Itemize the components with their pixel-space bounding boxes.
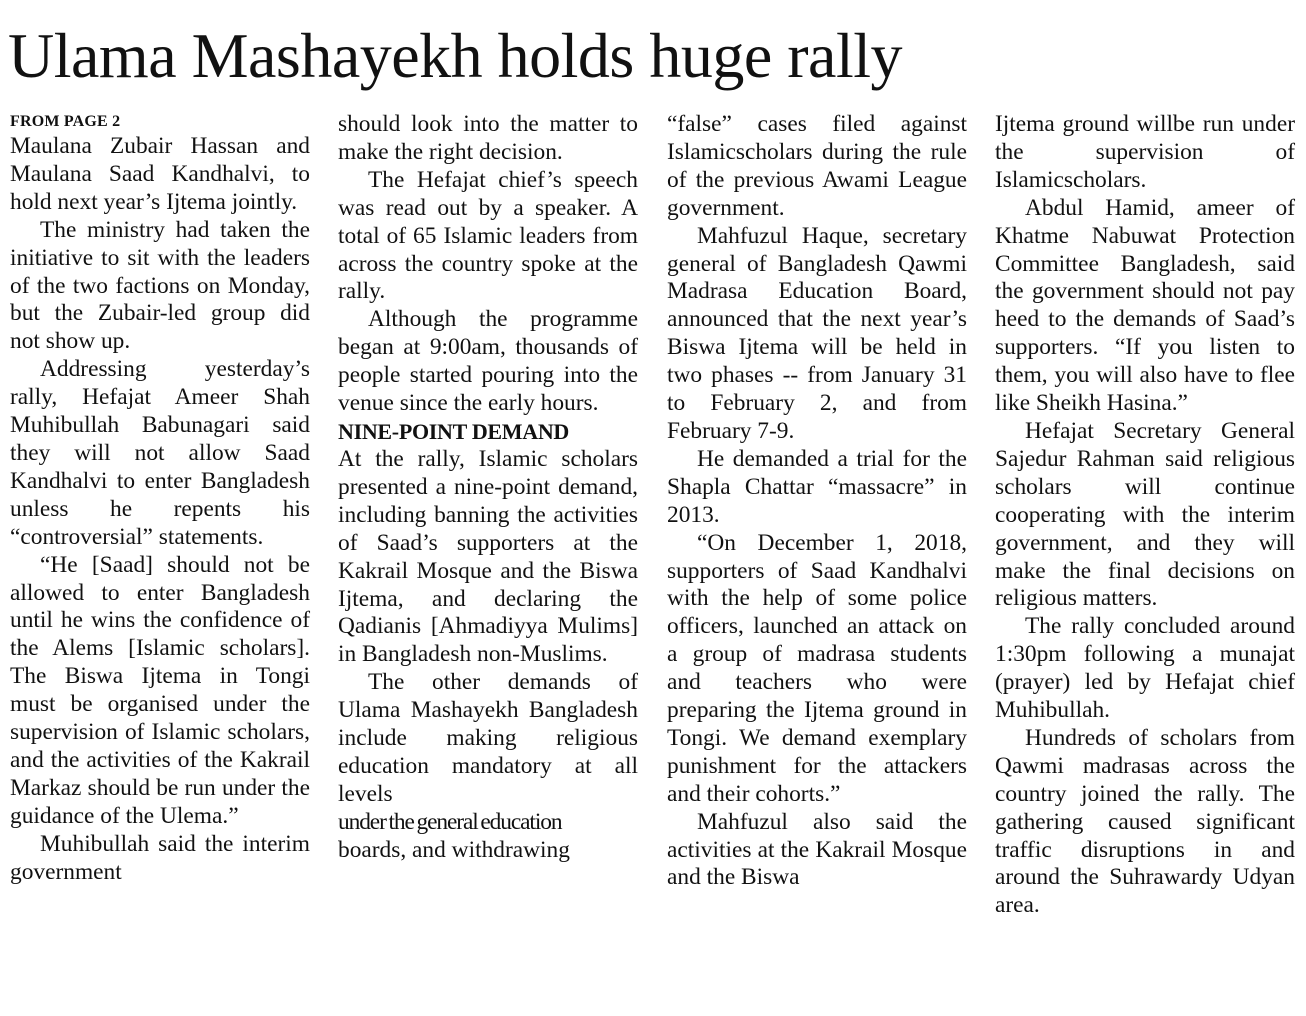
paragraph: “On December 1, 2018, supporters of Saad Kandhalvi with the help of some police officers, launched an attack on a group of madrasa students and teachers who were preparing the Ijtema ground in Tongi. We demand exemplary punishment for the attackers and their cohorts.”: [667, 529, 967, 807]
paragraph: Abdul Hamid, ameer of Khatme Nabuwat Protection Committee Bangladesh, said the government should not pay heed to the demands of Saad’s supporters. “If you listen to them, you will also have to flee like Sheikh Hasina.”: [995, 194, 1295, 417]
article-column-3: [667, 111, 967, 892]
continued-from-label: FROM PAGE 2: [10, 113, 121, 130]
article-headline: Ulama Mashayekh holds huge rally: [8, 20, 902, 91]
paragraph: Ijtema ground willbe run under the supervision of Islamicscholars.: [995, 111, 1295, 193]
article-column-4: [995, 111, 1295, 920]
paragraph: The ministry had taken the initiative to sit with the leaders of the two factions on Monday, but the Zubair-led group did not show up.: [10, 216, 310, 355]
paragraph: He demanded a trial for the Shapla Chattar “massacre” in 2013.: [667, 445, 967, 528]
paragraph: The other demands of Ulama Mashayekh Bangladesh include making religious education mandatory at all levels: [338, 669, 638, 807]
article-column-2: [338, 111, 638, 865]
paragraph: Mahfuzul also said the activities at the Kakrail Mosque and the Biswa: [667, 808, 967, 891]
paragraph-line: boards, and withdrawing: [338, 836, 570, 863]
paragraph: “false” cases filed against Islamicscholars during the rule of the previous Awami League government.: [667, 111, 967, 221]
paragraph: should look into the matter to make the right decision.: [338, 111, 638, 165]
paragraph: Hefajat Secretary General Sajedur Rahman said religious scholars will continue cooperating with the interim government, and they will make the final decisions on religious matters.: [995, 417, 1295, 612]
paragraph: Mahfuzul Haque, secretary general of Bangladesh Qawmi Madrasa Education Board, announced that the next year’s Biswa Ijtema will be held in two phases -- from January 31 to February 2, and from February 7-9.: [667, 222, 967, 444]
article-column-1: [10, 111, 310, 886]
paragraph: Hundreds of scholars from Qawmi madrasas across the country joined the rally. The gathering caused significant traffic disruptions in and around the Suhrawardy Udyan area.: [995, 724, 1295, 919]
paragraph: Maulana Zubair Hassan and Maulana Saad Kandhalvi, to hold next year’s Ijtema jointly.: [10, 133, 310, 215]
paragraph: “He [Saad] should not be allowed to enter Bangladesh until he wins the confidence of the Alems [Islamic scholars]. The Biswa Ijtema in Tongi must be organised under the supervision of Islamic scholars, and the activities of the Kakrail Markaz should be run under the guidance of the Ulema.”: [10, 551, 310, 829]
paragraph: At the rally, Islamic scholars presented a nine-point demand, including banning the activities of Saad’s supporters at the Kakrail Mosque and the Biswa Ijtema, and declaring the Qadianis [Ahmadiyya Mulims] in Bangladesh non-Muslims.: [338, 445, 638, 668]
paragraph: Although the programme began at 9:00am, thousands of people started pouring into the venue since the early hours.: [338, 306, 638, 417]
paragraph-line: under the general education: [338, 808, 562, 835]
paragraph: Muhibullah said the interim government: [10, 830, 310, 885]
paragraph: The Hefajat chief’s speech was read out by a speaker. A total of 65 Islamic leaders from across the country spoke at the rally.: [338, 166, 638, 305]
subheading: NINE-POINT DEMAND: [338, 418, 570, 444]
paragraph: The rally concluded around 1:30pm following a munajat (prayer) led by Hefajat chief Muhibullah.: [995, 613, 1295, 724]
paragraph: Addressing yesterday’s rally, Hefajat Ameer Shah Muhibullah Babunagari said they will not allow Saad Kandhalvi to enter Bangladesh unless he repents his “controversial” statements.: [10, 356, 310, 550]
